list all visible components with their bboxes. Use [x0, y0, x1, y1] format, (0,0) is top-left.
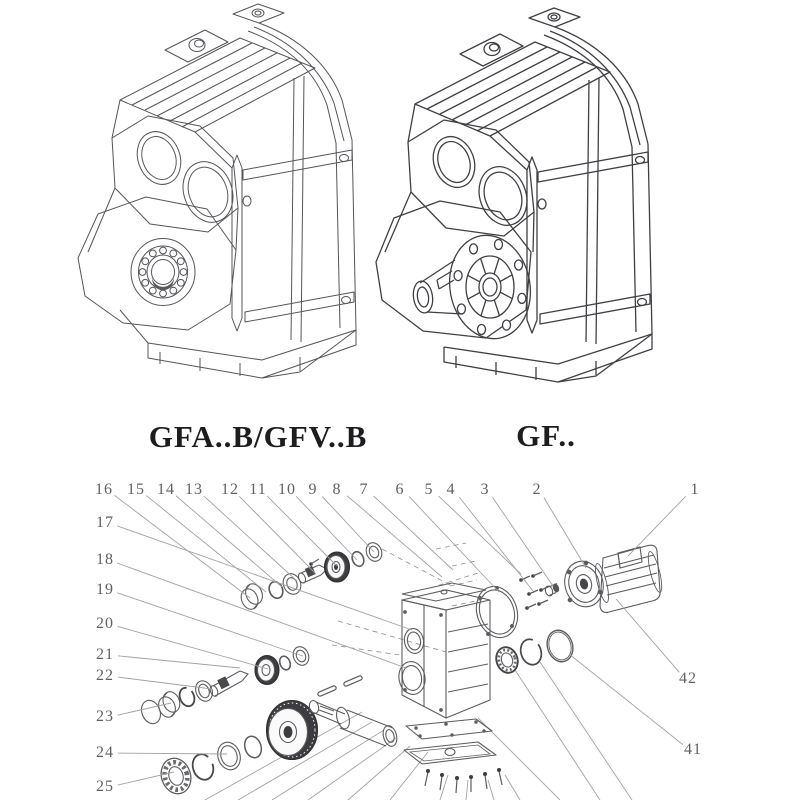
leader-line-25 [118, 772, 174, 785]
callout-number-10: 10 [278, 481, 296, 498]
callout-number-5: 5 [424, 481, 434, 498]
leader-line-20 [118, 626, 268, 669]
leader-line-42 [616, 599, 679, 672]
callout-number-17: 17 [96, 514, 114, 531]
callout-number-6: 6 [395, 481, 405, 498]
callout-number-2: 2 [532, 481, 542, 498]
callout-number-13: 13 [185, 481, 203, 498]
callout-number-9: 9 [308, 481, 318, 498]
leader-line-3 [493, 497, 553, 586]
leader-line-5 [439, 496, 521, 574]
leader-line-21 [118, 656, 240, 668]
leader-line-23 [118, 703, 171, 715]
model-caption-gfab: GFA..B/GFV..B [148, 419, 368, 454]
leader-line-7 [374, 496, 453, 570]
leader-line-12 [239, 496, 316, 574]
callout-number-1: 1 [690, 481, 700, 498]
callout-number-16: 16 [95, 481, 113, 498]
callout-number-21: 21 [96, 646, 114, 663]
leader-line-8 [347, 496, 442, 577]
leader-line-19 [117, 593, 303, 656]
leader-line-14 [176, 496, 282, 587]
leader-line-41 [569, 654, 683, 744]
leader-line-17 [117, 526, 412, 630]
leader-line-11 [267, 496, 337, 566]
callout-number-14: 14 [157, 481, 175, 498]
leader-line-24 [118, 753, 227, 754]
callout-number-11: 11 [249, 481, 267, 498]
leader-line-16 [114, 495, 250, 598]
callout-number-24: 24 [96, 744, 114, 761]
leader-line-10 [296, 496, 357, 560]
callout-number-7: 7 [359, 481, 369, 498]
leader-line-18 [117, 563, 406, 668]
callout-number-8: 8 [332, 481, 342, 498]
callout-number-18: 18 [96, 551, 114, 568]
callout-number-15: 15 [127, 481, 145, 498]
leader-line-22 [118, 677, 212, 689]
callout-number-19: 19 [96, 581, 114, 598]
callout-number-23: 23 [96, 708, 114, 725]
callout-number-4: 4 [446, 481, 456, 498]
leader-line-15 [146, 496, 266, 592]
callout-number-12: 12 [221, 481, 239, 498]
callout-number-25: 25 [96, 778, 114, 795]
leader-line-2 [544, 498, 586, 568]
model-caption-gf: GF.. [516, 418, 576, 453]
callout-number-3: 3 [480, 481, 490, 498]
callout-number-41: 41 [684, 741, 702, 758]
leader-line-13 [204, 496, 297, 581]
leader-line-9 [322, 496, 374, 552]
leader-line-4 [459, 497, 533, 591]
callout-number-42: 42 [679, 670, 697, 687]
leader-line-1 [628, 496, 686, 556]
callout-number-20: 20 [96, 615, 114, 632]
callout-number-22: 22 [96, 667, 114, 684]
